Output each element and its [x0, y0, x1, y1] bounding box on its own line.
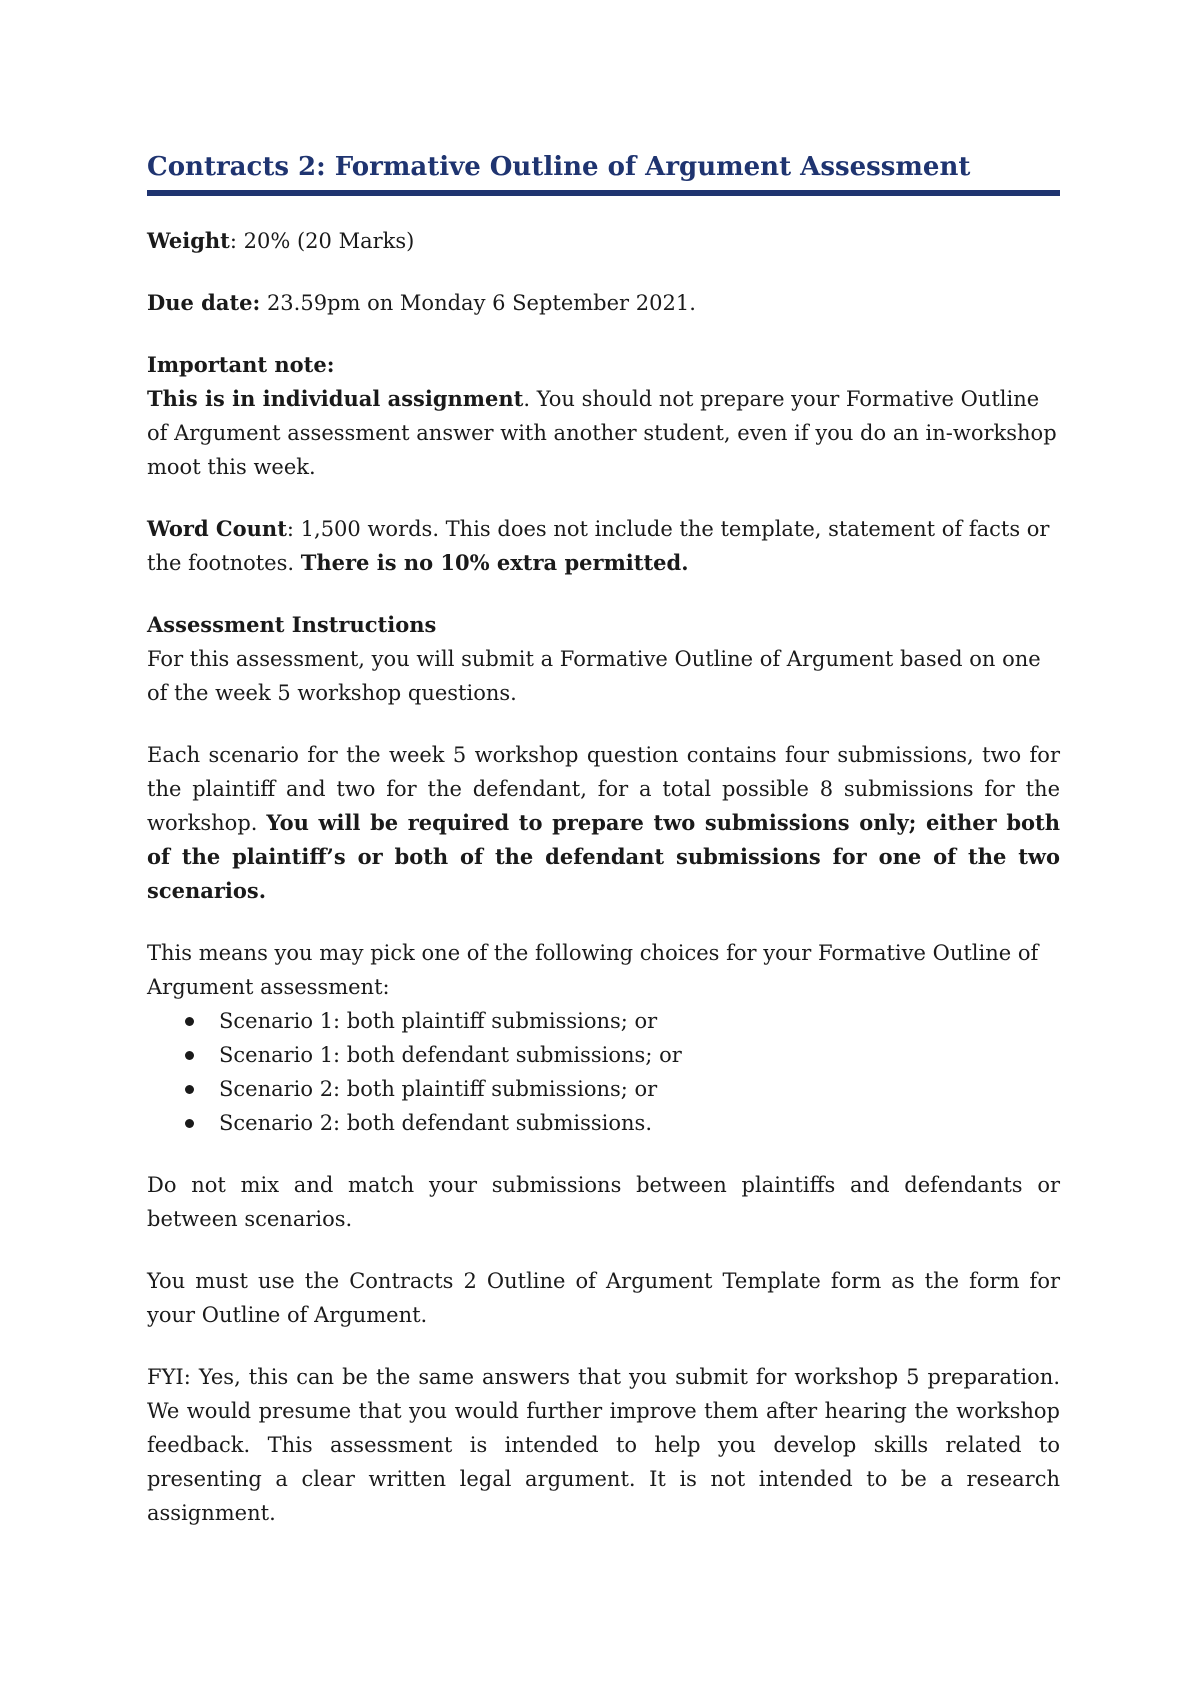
scenario-paragraph [147, 738, 1060, 908]
bullet-icon [185, 1119, 194, 1128]
instructions-heading: Assessment Instructions [147, 612, 437, 637]
important-note-paragraph [147, 382, 1060, 484]
word-count-text: : 1,500 words. This does not include the template, statement of facts or the footnotes. [147, 517, 1050, 575]
weight-line [147, 224, 1060, 258]
instructions-intro: For this assessment, you will submit a Formative Outline of Argument based on one of the week 5 workshop questions. [147, 647, 1041, 705]
scenario-text: Each scenario for the week 5 workshop question contains four submissions, two for the plaintiff and two for the defendant, for a total possible 8 submissions for the workshop. [147, 743, 1060, 835]
fyi-paragraph: FYI: Yes, this can be the same answers that you submit for workshop 5 preparation. We would presume that you would further improve them after hearing the workshop feedback. This assessment is intended to help you develop skills related to presenting a clear written legal argument. It is not intended to be a research assignment. [147, 1365, 1060, 1525]
word-count-paragraph [147, 512, 1060, 580]
word-count-bold: There is no 10% extra permitted. [300, 550, 689, 575]
word-count-label: Word Count [147, 516, 287, 541]
scenario-bold: You will be required to prepare two submissions only; either both of the plaintiff’s or both of the defendant submissions for one of the two scenarios. [147, 810, 1060, 903]
bullet-icon [185, 1017, 194, 1026]
weight-value: : 20% (20 Marks) [229, 229, 415, 253]
important-note-heading: Important note: [147, 352, 335, 377]
choices-intro: This means you may pick one of the following choices for your Formative Outline of Argument assessment: [147, 941, 1039, 999]
choices-list [147, 1004, 1060, 1140]
no-mix-paragraph: Do not mix and match your submissions between plaintiffs and defendants or between scenarios. [147, 1173, 1060, 1231]
important-note-text: . You should not prepare your Formative Outline of Argument assessment answer with another student, even if you do an in-workshop moot this week. [147, 387, 1057, 479]
weight-label: Weight [147, 228, 230, 253]
bullet-icon [185, 1085, 194, 1094]
document-page [147, 150, 1060, 1530]
list-item: Scenario 2: both defendant submissions. [147, 1106, 1060, 1140]
list-item: Scenario 2: both plaintiff submissions; or [147, 1072, 1060, 1106]
bullet-icon [185, 1051, 194, 1060]
due-date-label: Due date: [147, 290, 261, 315]
due-date-value: 23.59pm on Monday 6 September 2021. [260, 291, 696, 315]
due-date-line [147, 286, 1060, 320]
template-paragraph: You must use the Contracts 2 Outline of Argument Template form as the form for your Outline of Argument. [147, 1269, 1060, 1327]
list-item: Scenario 1: both plaintiff submissions; or [147, 1004, 1060, 1038]
important-note-bold: This is in individual assignment [147, 386, 524, 411]
document-title: Contracts 2: Formative Outline of Argument Assessment [147, 150, 1060, 196]
list-item: Scenario 1: both defendant submissions; or [147, 1038, 1060, 1072]
